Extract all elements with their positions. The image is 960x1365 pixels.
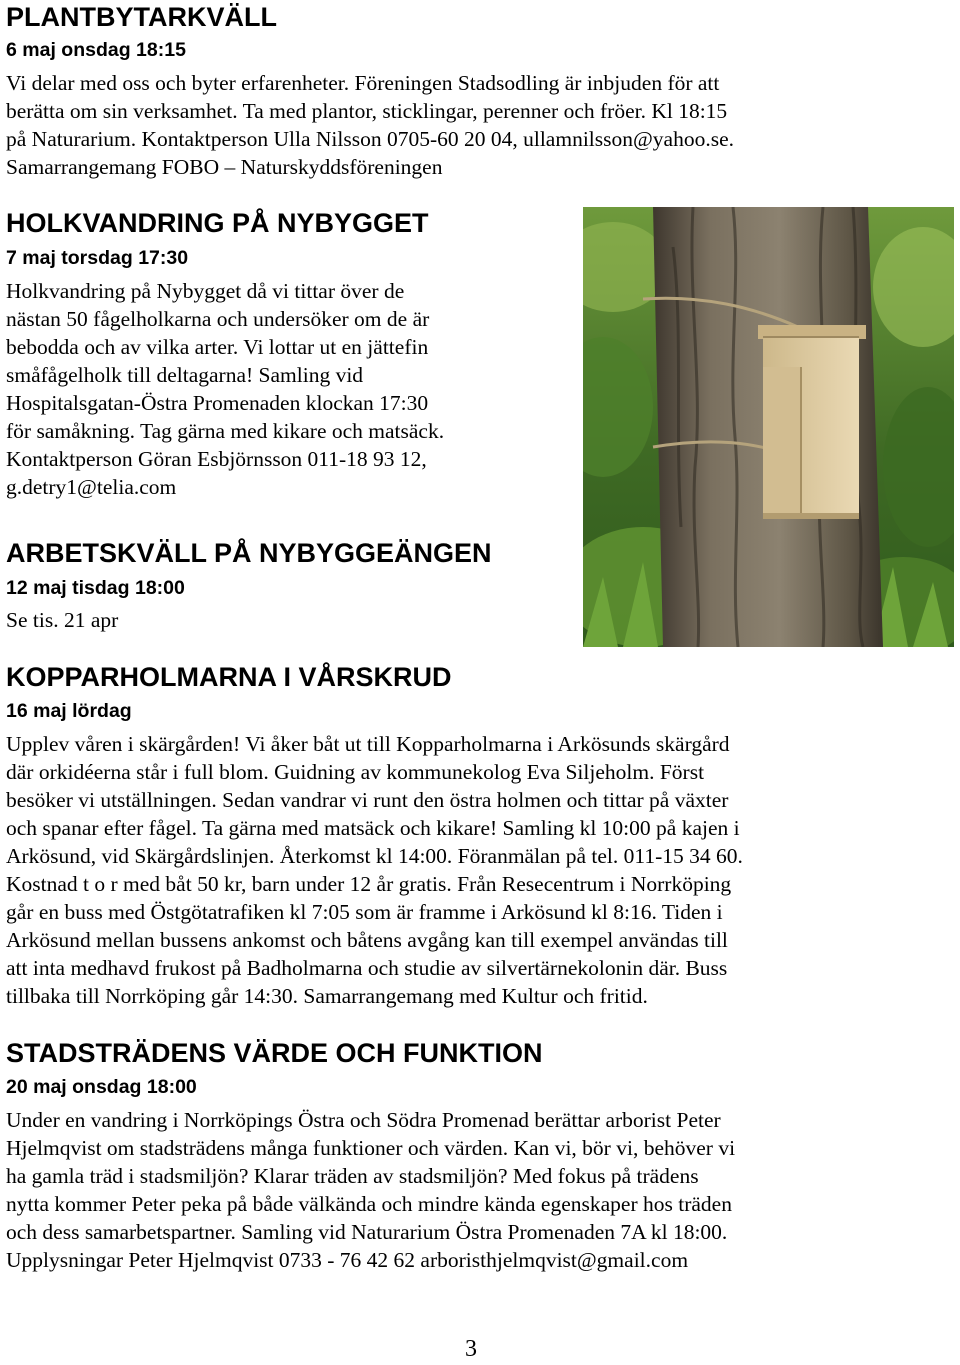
event-title: HOLKVANDRING PÅ NYBYGGET (6, 208, 429, 238)
event-text-line: Upplysningar Peter Hjelmqvist 0733 - 76 42 62 arboristhjelmqvist@gmail.com (6, 1248, 689, 1272)
event-text-line: Arkösund mellan bussens ankomst och båtens avgång kan till exempel användas till (6, 928, 728, 952)
event-text-line: småfågelholk till deltagarna! Samling vid (6, 363, 364, 387)
event-date: 6 maj onsdag 18:15 (6, 39, 186, 61)
event-text-line: tillbaka till Norrköping går 14:30. Samarrangemang med Kultur och fritid. (6, 984, 648, 1008)
event-text-line: nästan 50 fågelholkarna och undersöker om de är (6, 307, 430, 331)
event-text-line: nytta kommer Peter peka på både välkända och mindre kända egenskaper hos träden (6, 1192, 732, 1216)
event-title: STADSTRÄDENS VÄRDE OCH FUNKTION (6, 1038, 543, 1068)
event-text-line: Hjelmqvist om stadsträdens många funktioner och värden. Kan vi, bör vi, behöver vi (6, 1136, 736, 1160)
event-text-line: på Naturarium. Kontaktperson Ulla Nilsson 0705-60 20 04, ullamnilsson@yahoo.se. (6, 127, 735, 151)
event-text-line: Holkvandring på Nybygget då vi tittar över de (6, 279, 405, 303)
event-text-line: Se tis. 21 apr (6, 608, 119, 632)
event-text-line: Kontaktperson Göran Esbjörnsson 011-18 93 12, (6, 447, 427, 471)
event-text-line: för samåkning. Tag gärna med kikare och matsäck. (6, 419, 445, 443)
event-text-line: berätta om sin verksamhet. Ta med plantor, sticklingar, perenner och fröer. Kl 18:15 (6, 99, 728, 123)
birdhouse-photo (583, 207, 954, 647)
event-text-line: Vi delar med oss och byter erfarenheter. Föreningen Stadsodling är inbjuden för att (6, 71, 720, 95)
event-text-line: Under en vandring i Norrköpings Östra och Södra Promenad berättar arborist Peter (6, 1108, 721, 1132)
event-text-line: Upplev våren i skärgården! Vi åker båt ut till Kopparholmarna i Arkösunds skärgård (6, 732, 730, 756)
event-date: 12 maj tisdag 18:00 (6, 577, 185, 599)
event-date: 7 maj torsdag 17:30 (6, 247, 189, 269)
event-text-line: bebodda och av vilka arter. Vi lottar ut en jättefin (6, 335, 429, 359)
event-text-line: där orkidéerna står i full blom. Guidning av kommunekolog Eva Siljeholm. Först (6, 760, 705, 784)
page-number: 3 (465, 1336, 477, 1362)
event-text-line: Arkösund, vid Skärgårdslinjen. Återkomst kl 14:00. Föranmälan på tel. 011-15 34 60. (6, 844, 743, 868)
event-text-line: och spanar efter fågel. Ta gärna med matsäck och kikare! Samling kl 10:00 på kajen i (6, 816, 740, 840)
event-text-line: och dess samarbetspartner. Samling vid Naturarium Östra Promenaden 7A kl 18:00. (6, 1220, 728, 1244)
event-text-line: g.detry1@telia.com (6, 475, 177, 499)
event-title: KOPPARHOLMARNA I VÅRSKRUD (6, 662, 452, 692)
event-text-line: Samarrangemang FOBO – Naturskyddsföreningen (6, 155, 443, 179)
event-text-line: att inta medhavd frukost på Badholmarna och studie av silvertärnekolonin där. Buss (6, 956, 728, 980)
event-text-line: Hospitalsgatan-Östra Promenaden klockan 17:30 (6, 391, 429, 415)
event-text-line: besöker vi utställningen. Sedan vandrar vi runt den östra holmen och tittar på växter (6, 788, 729, 812)
event-text-line: ha gamla träd i stadsmiljön? Klarar träden av stadsmiljön? Med fokus på trädens (6, 1164, 699, 1188)
event-text-line: går en buss med Östgötatrafiken kl 7:05 som är framme i Arkösund kl 8:16. Tiden i (6, 900, 723, 924)
event-title: ARBETSKVÄLL PÅ NYBYGGEÄNGEN (6, 538, 492, 568)
event-title: PLANTBYTARKVÄLL (6, 2, 277, 32)
event-date: 20 maj onsdag 18:00 (6, 1076, 197, 1098)
event-text-line: Kostnad t o r med båt 50 kr, barn under 12 år gratis. Från Resecentrum i Norrköping (6, 872, 732, 896)
event-date: 16 maj lördag (6, 700, 132, 722)
